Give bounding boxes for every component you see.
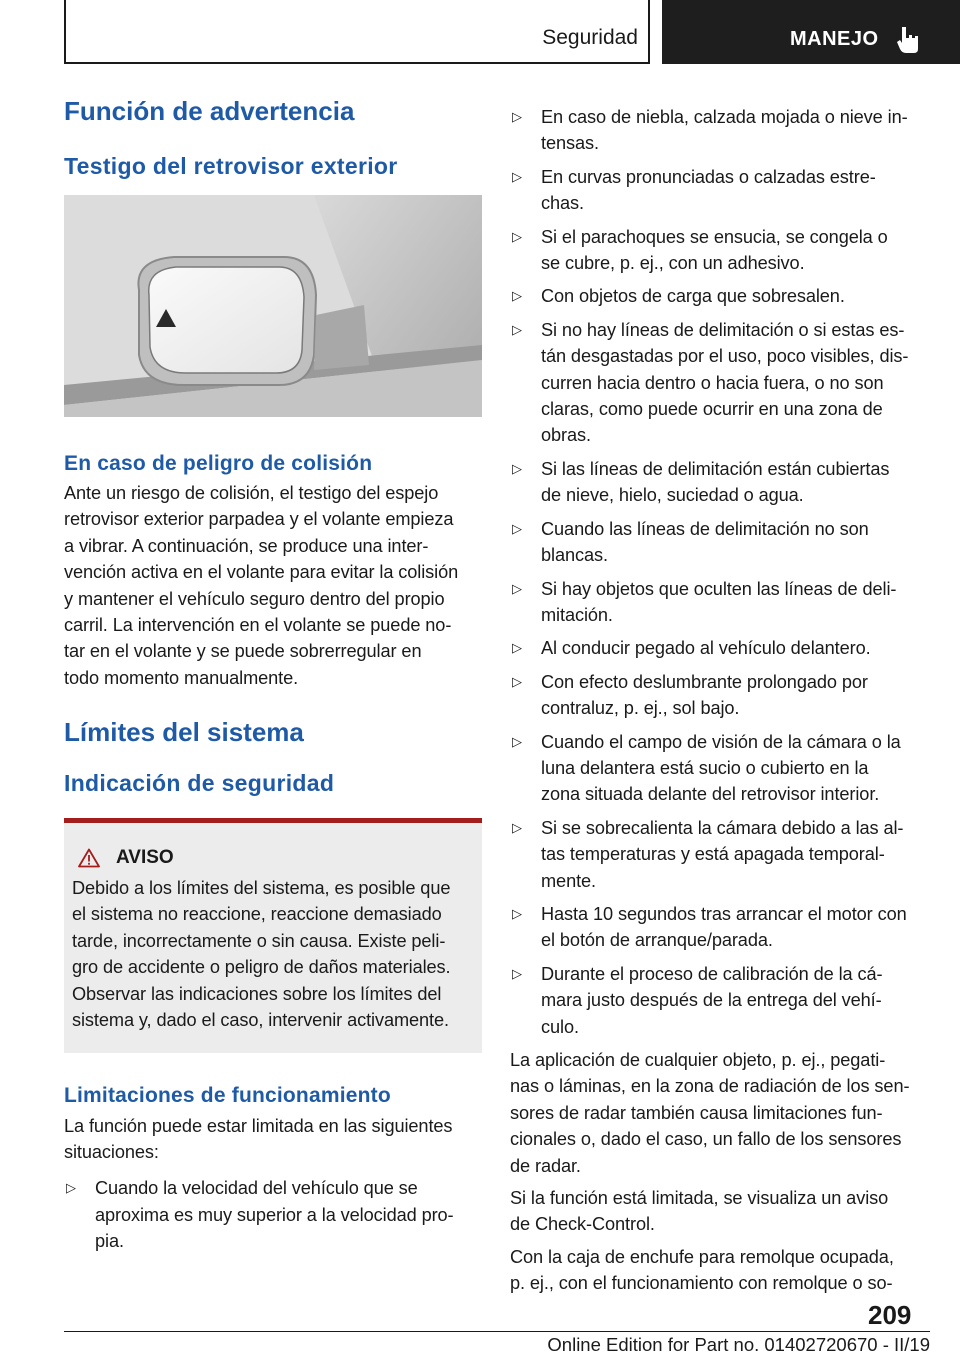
list-item: ▷ Si el parachoques se ensucia, se congela o se cubre, p. ej., con un adhesivo.	[510, 224, 930, 277]
section-heading-system-limits: Límites del sistema	[64, 717, 304, 748]
bullet-triangle-icon: ▷	[512, 819, 522, 835]
footer-edition-text: Online Edition for Part no. 01402720670 - II/19	[547, 1334, 930, 1355]
list-item: ▷ Hasta 10 segundos tras arrancar el motor con el botón de arranque/parada.	[510, 901, 930, 954]
collision-paragraph: Ante un riesgo de colisión, el testigo del espejo retrovisor exterior parpadea y el volante empieza a vibrar. A continuación, se produce una inter- vención activa en el volante para evitar la colisión y mantener el vehículo seguro dentro del propio carril. La intervención en el volante se puede no- tar en el volante y se puede sobrerregular en todo momento manualmente.	[64, 482, 459, 688]
list-item: ▷ Si las líneas de delimitación están cubiertas de nieve, hielo, suciedad o agua.	[510, 456, 930, 509]
check-control-paragraph: Si la función está limitada, se visualiza un aviso de Check-Control.	[510, 1188, 889, 1235]
bullet-triangle-icon: ▷	[512, 109, 522, 124]
bullet-triangle-icon: ▷	[512, 733, 522, 749]
subheading-collision-danger: En caso de peligro de colisión	[64, 451, 373, 475]
section-heading-warning-function: Función de advertencia	[64, 96, 355, 126]
list-item: ▷ Al conducir pegado al vehículo delantero.	[510, 635, 930, 661]
list-item: ▷ Si hay objetos que oculten las líneas de deli- mitación.	[510, 576, 930, 629]
page-number: 209	[868, 1300, 912, 1330]
header-left-rule	[64, 0, 66, 64]
list-item: ▷ Cuando las líneas de delimitación no son blancas.	[510, 516, 930, 569]
warning-triangle-icon	[78, 848, 100, 868]
bullet-triangle-icon: ▷	[512, 580, 522, 596]
bullet-triangle-icon: ▷	[512, 460, 522, 476]
limitations-intro: La función puede estar limitada en las siguientes situaciones:	[64, 1115, 453, 1163]
footer-rule	[64, 1331, 930, 1332]
list-item: ▷ Con objetos de carga que sobresalen.	[510, 283, 930, 309]
limitations-list-left	[64, 1175, 482, 1254]
list-item: ▷ En caso de niebla, calzada mojada o nieve in- tensas.	[510, 104, 930, 157]
header-separator	[648, 0, 650, 64]
warning-title: AVISO	[78, 847, 472, 869]
subheading-functional-limitations: Limitaciones de funcionamiento	[64, 1084, 391, 1108]
header-bottom-rule	[64, 62, 650, 64]
bullet-triangle-icon: ▷	[512, 520, 522, 536]
bullet-triangle-icon: ▷	[512, 168, 522, 184]
limitations-list-right	[510, 104, 930, 1040]
header-section-title: Seguridad	[542, 26, 638, 49]
mirror-illustration	[64, 195, 482, 417]
list-item: ▷ Cuando la velocidad del vehículo que se aproxima es muy superior a la velocidad pro- pia.	[64, 1175, 482, 1254]
chapter-tab-label: MANEJO	[790, 28, 879, 50]
bullet-triangle-icon: ▷	[512, 905, 522, 921]
bullet-triangle-icon: ▷	[512, 965, 522, 981]
left-column	[64, 96, 482, 1262]
bullet-triangle-icon: ▷	[512, 673, 522, 689]
bullet-triangle-icon: ▷	[66, 1180, 76, 1196]
list-item: ▷ Si no hay líneas de delimitación o si estas es- tán desgastadas por el uso, poco visibles, dis- curren hacia dentro o hacia fuera, o no son claras, como puede ocurrir en una zona de obras.	[510, 317, 930, 449]
list-item: ▷ En curvas pronunciadas o calzadas estre- chas.	[510, 164, 930, 217]
warning-text: Debido a los límites del sistema, es posible que el sistema no reaccione, reaccione demasiado tarde, incorrectamente o sin causa. Existe peli- gro de accidente o peligro de daños materiales. Observar las indicaciones sobre los límites del sistema y, dado el caso, intervenir activamente.	[72, 878, 451, 1031]
bullet-triangle-icon: ▷	[512, 640, 522, 656]
subheading-safety-note: Indicación de seguridad	[64, 770, 335, 797]
bullet-triangle-icon: ▷	[512, 321, 522, 337]
hand-pointer-icon	[895, 25, 923, 55]
list-item: ▷ Durante el proceso de calibración de la cá- mara justo después de la entrega del vehí- culo.	[510, 961, 930, 1040]
list-item: ▷ Con efecto deslumbrante prolongado por contraluz, p. ej., sol bajo.	[510, 669, 930, 722]
exterior-mirror-image	[64, 195, 482, 417]
list-item: ▷ Cuando el campo de visión de la cámara o la luna delantera está sucio o cubierto en la zona situada delante del retrovisor interior.	[510, 729, 930, 808]
subheading-mirror-indicator: Testigo del retrovisor exterior	[64, 153, 398, 180]
warning-box	[64, 818, 482, 1053]
right-column	[510, 104, 930, 1297]
trailer-paragraph: Con la caja de enchufe para remolque ocupada, p. ej., con el funcionamiento con remolque o so-	[510, 1246, 894, 1294]
bullet-triangle-icon: ▷	[512, 228, 522, 244]
radar-paragraph: La aplicación de cualquier objeto, p. ej., pegati- nas o láminas, en la zona de radiación de los sen- sores de radar también causa limitaciones fun- cionales o, dado el caso, un fallo de los sensores de radar.	[510, 1050, 910, 1176]
bullet-triangle-icon: ▷	[512, 288, 522, 304]
list-item: ▷ Si se sobrecalienta la cámara debido a las al- tas temperaturas y está apagada temporal- mente.	[510, 815, 930, 894]
